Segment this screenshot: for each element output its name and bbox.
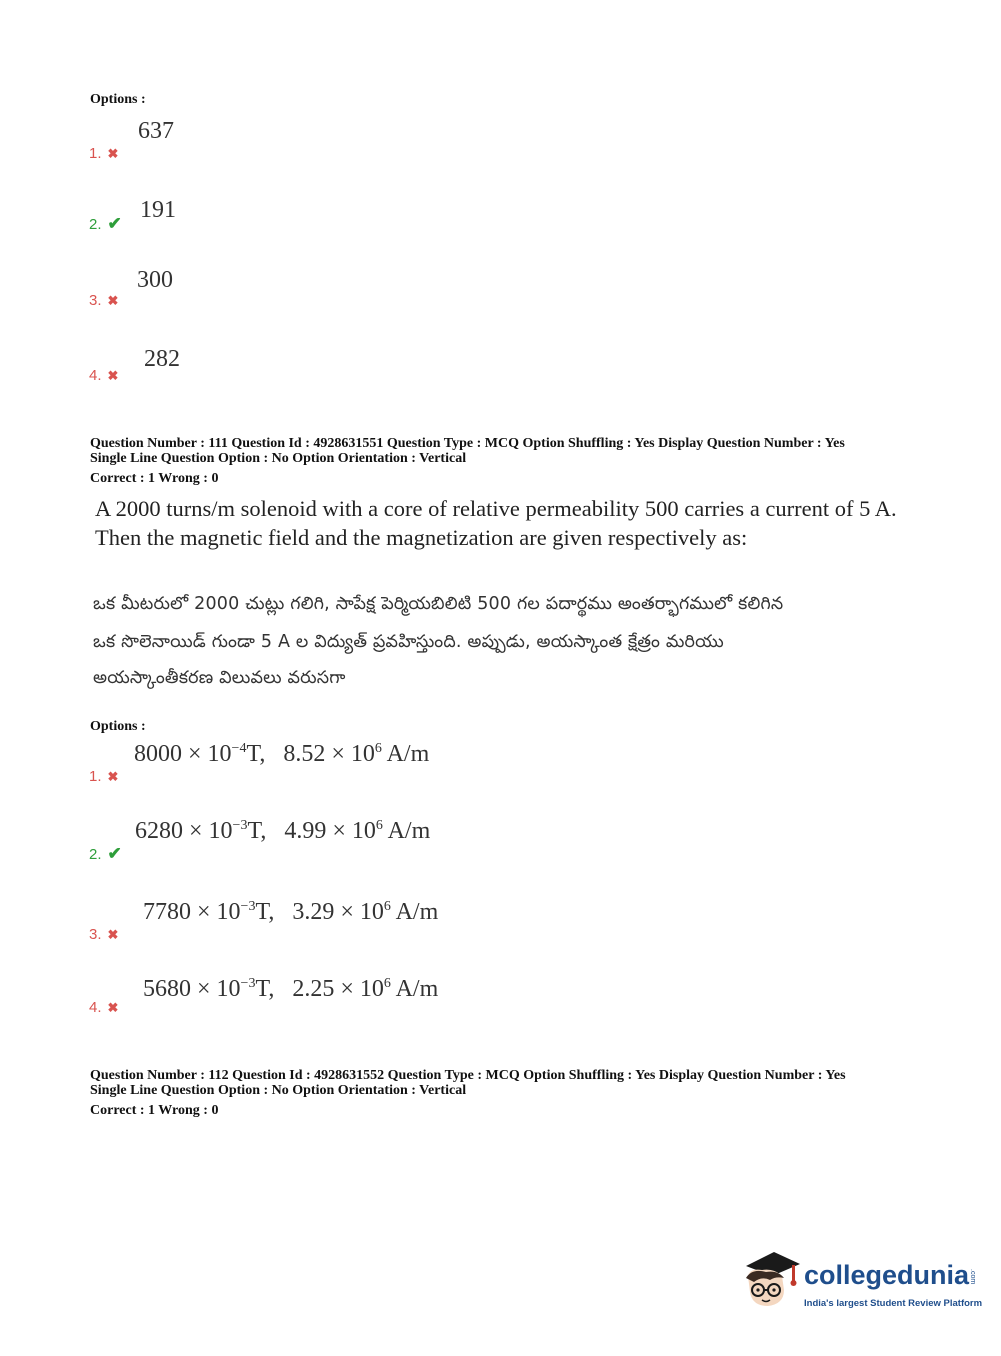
logo-tagline: India's largest Student Review Platform xyxy=(804,1298,983,1309)
option-number: 2. ✔ xyxy=(89,214,122,233)
mascot-icon xyxy=(740,1246,802,1312)
option-value: $5680 \times 10^{-3}T$, $2.25 \times 10^6$ A/m xyxy=(143,976,439,1002)
question-text-telugu: అయస్కాంతీకరణ విలువలు వరుసగా xyxy=(93,668,346,688)
question-text-english: A 2000 turns/m solenoid with a core of relative permeability 500 carries a current of 5 A. xyxy=(95,496,897,521)
question-meta: Question Number : 111 Question Id : 4928631551 Question Type : MCQ Option Shuffling : Yes Display Question Number : Yes xyxy=(90,436,845,451)
check-icon: ✔ xyxy=(107,844,122,863)
wrong-icon: ✖ xyxy=(107,293,119,308)
wrong-icon: ✖ xyxy=(107,927,119,942)
option-number: 3. ✖ xyxy=(89,292,119,309)
wrong-icon: ✖ xyxy=(107,1000,119,1015)
question-meta: Single Line Question Option : No Option Orientation : Vertical xyxy=(90,1083,467,1098)
options-heading: Options : xyxy=(90,719,146,734)
option-value: $7780 \times 10^{-3}T$, $3.29 \times 10^6$ A/m xyxy=(143,899,439,925)
question-meta: Question Number : 112 Question Id : 4928631552 Question Type : MCQ Option Shuffling : Yes Display Question Number : Yes xyxy=(90,1068,846,1083)
option-value: 191 xyxy=(140,197,176,223)
options-heading: Options : xyxy=(90,92,146,107)
collegedunia-logo xyxy=(740,1246,983,1314)
check-icon: ✔ xyxy=(107,214,122,233)
option-number: 4. ✖ xyxy=(89,999,119,1016)
wrong-icon: ✖ xyxy=(107,146,119,161)
question-score: Correct : 1 Wrong : 0 xyxy=(90,1103,219,1118)
option-number: 4. ✖ xyxy=(89,367,119,384)
option-number: 3. ✖ xyxy=(89,926,119,943)
option-value: $8000 \times 10^{-4}T$, $8.52 \times 10^6$ A/m xyxy=(134,741,430,767)
wrong-icon: ✖ xyxy=(107,368,119,383)
question-text-english: Then the magnetic field and the magnetization are given respectively as: xyxy=(95,525,748,550)
option-value: 300 xyxy=(137,267,173,293)
question-score: Correct : 1 Wrong : 0 xyxy=(90,471,219,486)
option-value: $6280 \times 10^{-3}T$, $4.99 \times 10^6$ A/m xyxy=(135,818,431,844)
question-meta: Single Line Question Option : No Option Orientation : Vertical xyxy=(90,451,467,466)
question-text-telugu: ఒక మీటరులో 2000 చుట్లు గలిగి, సాపేక్ష పెర్మియబిలిటి 500 గల పదార్థము అంతర్భాగములో కలిగిన xyxy=(93,594,784,614)
logo-wordmark: collegedunia xyxy=(804,1260,970,1290)
option-number: 1. ✖ xyxy=(89,768,119,785)
option-value: 637 xyxy=(138,118,174,144)
option-number: 2. ✔ xyxy=(89,844,122,863)
logo-suffix: .com xyxy=(969,1268,977,1284)
option-number: 1. ✖ xyxy=(89,145,119,162)
wrong-icon: ✖ xyxy=(107,769,119,784)
option-value: 282 xyxy=(144,346,180,372)
question-text-telugu: ఒక సొలెనాయిడ్ గుండా 5 A ల విద్యుత్ ప్రవహిస్తుంది. అప్పుడు, అయస్కాంత క్షేత్రం మరియు xyxy=(93,632,724,652)
